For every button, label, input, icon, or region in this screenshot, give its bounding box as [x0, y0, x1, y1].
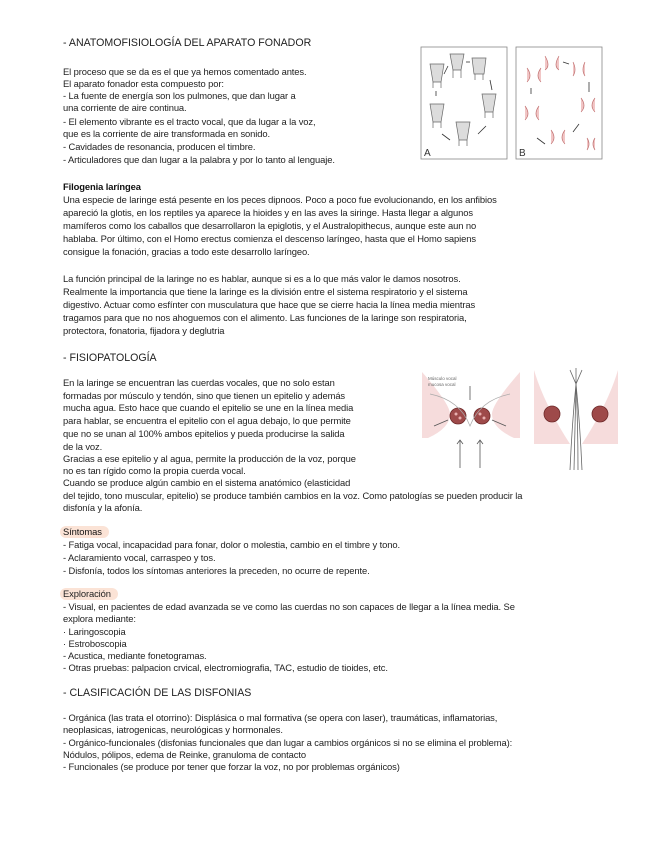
paragraph-line: consigue la fonación, gracias a todo este desarrollo laríngeo.: [63, 246, 310, 257]
figure-panel-a: [421, 47, 507, 159]
paragraph-line: La función principal de la laringe no es hablar, aunque si es a lo que más valor le damos nosotros.: [63, 273, 461, 284]
paragraph-line: para hablar, se encuentra el epitelio con el agua debajo, lo que permite: [63, 415, 351, 426]
paragraph-line: En la laringe se encuentran las cuerdas vocales, que no solo estan: [63, 377, 335, 388]
subsection-title-filogenia: Filogenia laríngea: [63, 181, 141, 192]
figure-panel-b: [516, 47, 602, 159]
list-item: neoplasicas, iatrogenicas, neurológicas y hormonales.: [63, 724, 283, 735]
list-item: Nódulos, pólipos, edema de Reinke, granuloma de contacto: [63, 749, 306, 760]
list-item: - Funcionales (se produce por tener que forzar la voz, no por problemas orgánicos): [63, 761, 400, 772]
paragraph-line: formadas por músculo y tendón, sino que tienen un epitelio y además: [63, 390, 346, 401]
list-item: - Acustica, mediante fonetogramas.: [63, 650, 207, 661]
vocal-fold-section-left: [422, 372, 520, 468]
list-item: - Cavidades de resonancia, producen el timbre.: [63, 141, 256, 152]
list-item: una corriente de aire continua.: [63, 102, 187, 113]
paragraph-line: Gracias a ese epitelio y al agua, permite la producción de la voz, porque: [63, 453, 356, 464]
list-item: · Laringoscopia: [63, 626, 126, 637]
list-item: - Otras pruebas: palpacion crvical, electromiografia, TAC, estudio de tioides, etc.: [63, 662, 388, 673]
paragraph-line: Realmente la importancia que tiene la laringe es la división entre el sistema respiratorio y el sistema: [63, 286, 468, 297]
paragraph-line: tragamos para que no nos ahoguemos con el alimento. Las funciones de la laringe son respiratoria,: [63, 312, 467, 323]
figure-label-a: A: [424, 148, 431, 159]
paragraph-line: mamíferos como los caballos que desarrollaron la epiglotis, y el Australopithecus, aunque este aun no: [63, 220, 477, 231]
paragraph-line: disfonía y la afonía.: [63, 502, 143, 513]
paragraph-line: Una especie de laringe está pesente en los peces dipnoos. Poco a poco fue evolucionando, en los anfibios: [63, 194, 497, 205]
paragraph-line: no es tan rígido como la propia cuerda vocal.: [63, 465, 246, 476]
paragraph-line: apareció la glotis, en los reptiles ya aparece la hioides y en las aves la siringe. Hasta llegar a algunos: [63, 207, 473, 218]
list-item: - Orgánico-funcionales (disfonias funcionales que dan lugar a cambios orgánicos si no se elimina el problema):: [63, 737, 513, 748]
sintomas-label: Síntomas: [60, 526, 109, 538]
section-heading-anatomofisiologia: - ANATOMOFISIOLOGÍA DEL APARATO FONADOR: [63, 37, 312, 49]
paragraph-line: que no se unan al 100% ambos epitelios y pueda producirse la salida: [63, 428, 345, 439]
paragraph-line: mucha agua. Esto hace que cuando el epitelio se une en la línea media: [63, 402, 354, 413]
vocal-fold-cycle-figure: [420, 46, 603, 161]
list-item: · Estroboscopia: [63, 638, 127, 649]
paragraph-line: Cuando se produce algún cambio en el sistema anatómico (elasticidad: [63, 477, 351, 488]
paragraph-line: El proceso que se da es el que ya hemos comentado antes.: [63, 66, 307, 77]
paragraph-line: digestivo. Actuar como esfínter con musculatura que hace que se cierre hacia la línea media mientras: [63, 299, 476, 310]
list-item: - Aclaramiento vocal, carraspeo y tos.: [63, 552, 216, 563]
exploracion-label: Exploración: [60, 588, 118, 600]
figure-label-b: B: [519, 148, 526, 159]
paragraph-line: del tejido, tono muscular, epitelio) se produce también cambios en la voz. Como patologías se pueden producir la: [63, 490, 523, 501]
figure-annotation: mucosa vocal: [428, 382, 456, 387]
list-item: - Disfonía, todos los síntomas anteriores la preceden, no ocurre de repente.: [63, 565, 370, 576]
section-heading-fisiopatologia: - FISIOPATOLOGÍA: [63, 352, 157, 364]
paragraph-line: protectora, fonatoria, fijadora y deglutria: [63, 325, 225, 336]
vocal-fold-section-figure: [420, 364, 620, 474]
list-item: - La fuente de energía son los pulmones, que dan lugar a: [63, 90, 296, 101]
paragraph-line: hablaba. Por último, con el Homo erectus comienza el descenso laríngeo, hasta que el Homo sapiens: [63, 233, 476, 244]
list-item: - Fatiga vocal, incapacidad para fonar, dolor o molestia, cambio en el timbre y tono.: [63, 539, 400, 550]
list-item: - El elemento vibrante es el tracto vocal, que da lugar a la voz,: [63, 116, 316, 127]
section-heading-clasificacion: - CLASIFICACIÓN DE LAS DISFONIAS: [63, 687, 252, 699]
list-item: - Articuladores que dan lugar a la palabra y por lo tanto al lenguaje.: [63, 154, 335, 165]
list-item: explora mediante:: [63, 613, 136, 624]
vocal-fold-section-right: [534, 368, 618, 470]
paragraph-line: de la voz.: [63, 441, 103, 452]
list-item: que es la corriente de aire transformada en sonido.: [63, 128, 271, 139]
list-item: - Visual, en pacientes de edad avanzada se ve como las cuerdas no son capaces de llegar a la línea media. Se: [63, 601, 515, 612]
paragraph-line: El aparato fonador esta compuesto por:: [63, 78, 224, 89]
list-item: - Orgánica (las trata el otorrino): Displásica o mal formativa (se opera con laser), traumáticas, inflamatorias,: [63, 712, 498, 723]
figure-annotation: Músculo vocal: [428, 376, 457, 381]
